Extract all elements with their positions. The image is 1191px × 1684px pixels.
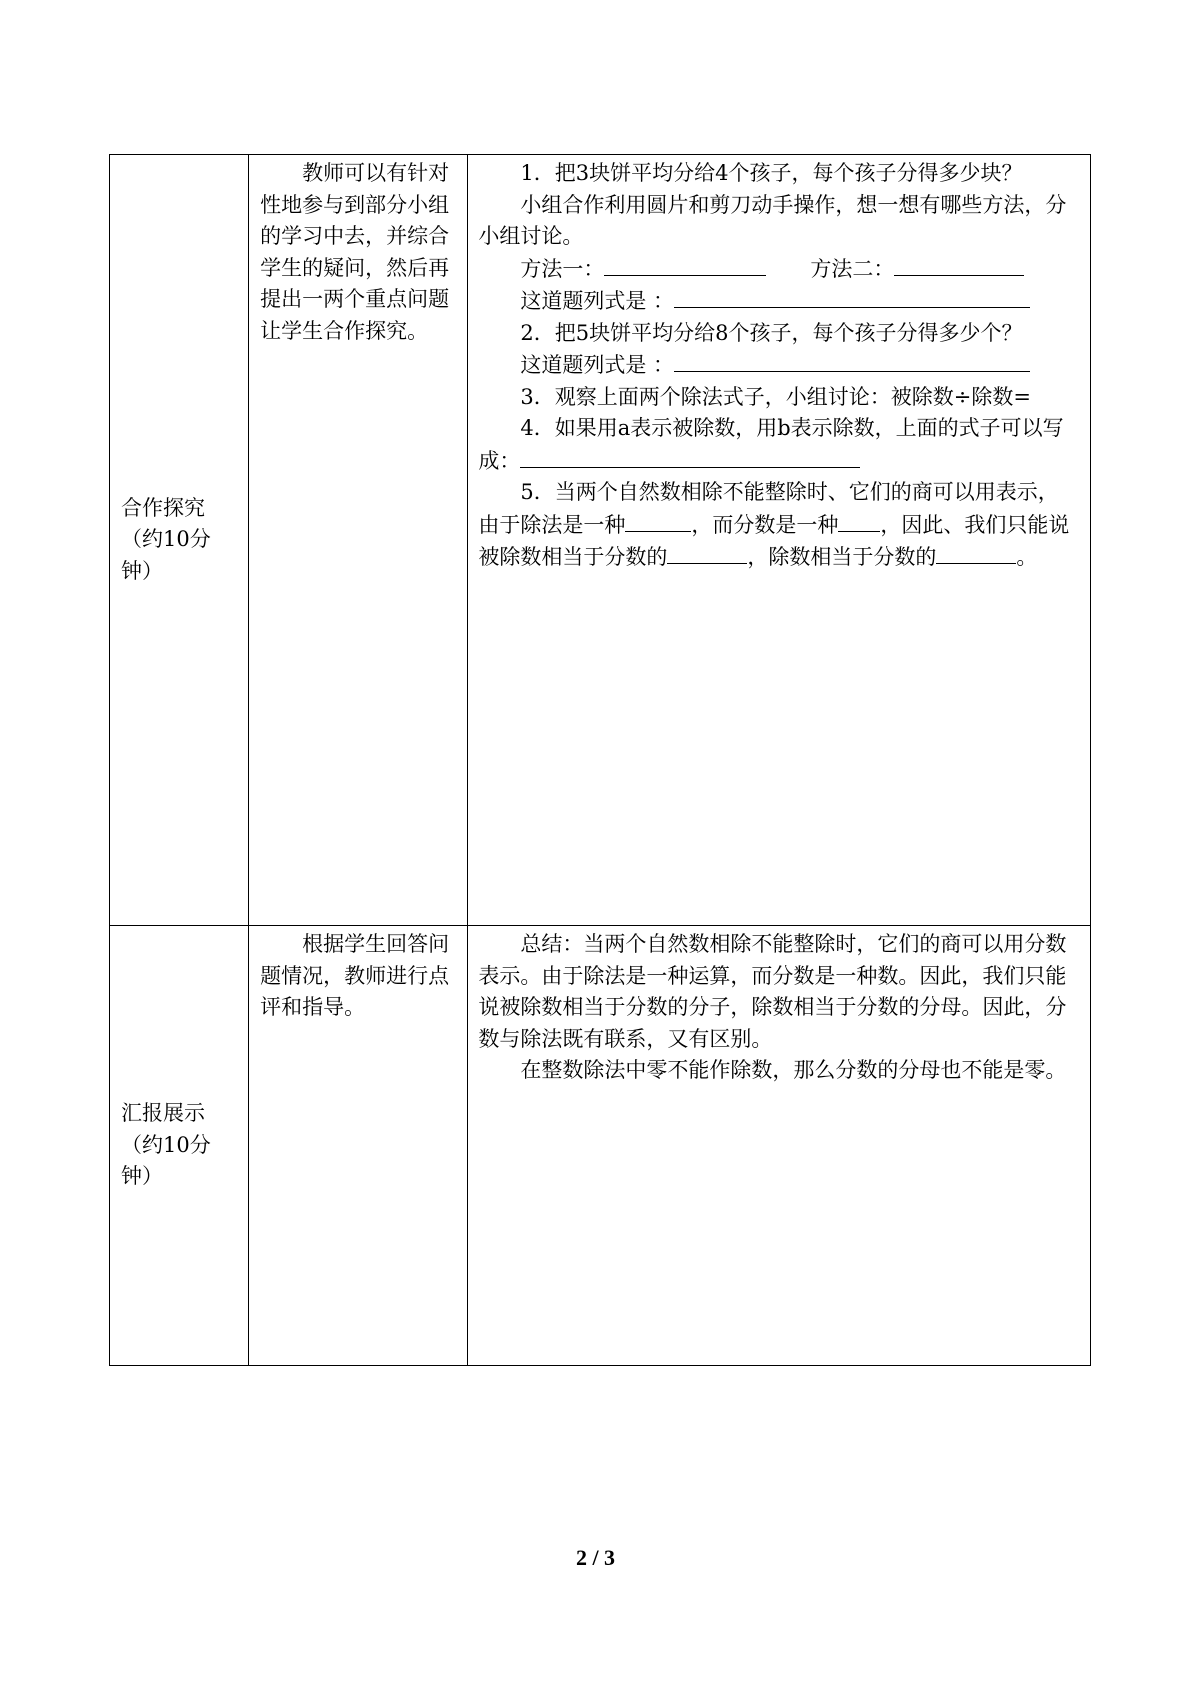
question-4-text: 4．如果用a表示被除数，用b表示除数，上面的式子可以写成： — [478, 416, 1064, 473]
question-5-part-d: ，除数相当于分数的 — [747, 545, 937, 569]
question-5-blank-2 — [838, 509, 880, 532]
stage-cell — [110, 155, 249, 926]
method-2-blank — [894, 253, 1024, 276]
question-5-blank-3 — [667, 541, 747, 564]
student-activity-content — [468, 926, 1090, 1087]
teacher-activity-text: 根据学生回答问题情况，教师进行点评和指导。 — [260, 932, 450, 1019]
question-5-part-c: ，因此、我们只能说被除数相当于分数的 — [478, 512, 1070, 569]
summary-text: 总结：当两个自然数相除不能整除时，它们的商可以用分数表示。由于除法是一种运算，而分数是一种数。因此，我们只能说被除数相当于分数的分子，除数相当于分数的分母。因此，分数与除法既有联系，又有区别。 — [478, 932, 1067, 1051]
question-1-hint: 小组合作利用圆片和剪刀动手操作，想一想有哪些方法，分小组讨论。 — [478, 192, 1067, 248]
question-5-part-a: 5．当两个自然数相除不能整除时、它们的商可以用表示，由于除法是一种 — [478, 480, 1059, 537]
student-activity-cell — [468, 926, 1091, 1366]
stage-label: 合作探究（约10分钟） — [121, 495, 211, 583]
question-5-blank-4 — [936, 541, 1016, 564]
teacher-activity-cell — [249, 155, 468, 926]
student-activity-cell — [468, 155, 1091, 926]
table-row — [110, 155, 1091, 926]
formula-label-2: 这道题列式是 ： — [520, 353, 675, 377]
method-1-label: 方法一： — [520, 256, 605, 281]
teacher-activity-text: 教师可以有针对性地参与到部分小组的学习中去，并综合学生的疑问，然后再提出一两个重点问题让学生合作探究。 — [260, 161, 450, 343]
stage-cell — [110, 926, 249, 1366]
question-5-part-b: ，而分数是一种 — [691, 512, 839, 537]
methods-line — [478, 253, 1072, 286]
table-row — [110, 926, 1091, 1366]
question-4-blank — [520, 445, 860, 468]
method-2-label: 方法二： — [810, 256, 895, 281]
question-5-blank-1 — [625, 509, 691, 532]
question-4 — [478, 413, 1072, 477]
student-activity-content — [468, 155, 1090, 574]
formula-line-2 — [478, 349, 1072, 382]
zero-divisor-note: 在整数除法中零不能作除数，那么分数的分母也不能是零。 — [520, 1058, 1067, 1082]
question-3: 3．观察上面两个除法式子，小组讨论：被除数÷除数= — [520, 384, 1031, 409]
question-1: 1．把3块饼平均分给4个孩子，每个孩子分得多少块？ — [520, 161, 1023, 185]
stage-label: 汇报展示（约10分钟） — [121, 1101, 211, 1189]
lesson-plan-table — [109, 154, 1091, 1366]
question-5 — [478, 477, 1072, 574]
formula-label-1: 这道题列式是 ： — [520, 289, 675, 313]
page-number: 2 / 3 — [575, 1545, 616, 1570]
formula-line-1 — [478, 285, 1072, 318]
formula-blank-1 — [674, 285, 1030, 308]
formula-blank-2 — [674, 349, 1030, 372]
teacher-activity-cell — [249, 926, 468, 1366]
question-5-part-e: 。 — [1016, 545, 1038, 569]
question-2: 2．把5块饼平均分给8个孩子，每个孩子分得多少个？ — [520, 320, 1023, 345]
method-1-blank — [604, 253, 766, 276]
